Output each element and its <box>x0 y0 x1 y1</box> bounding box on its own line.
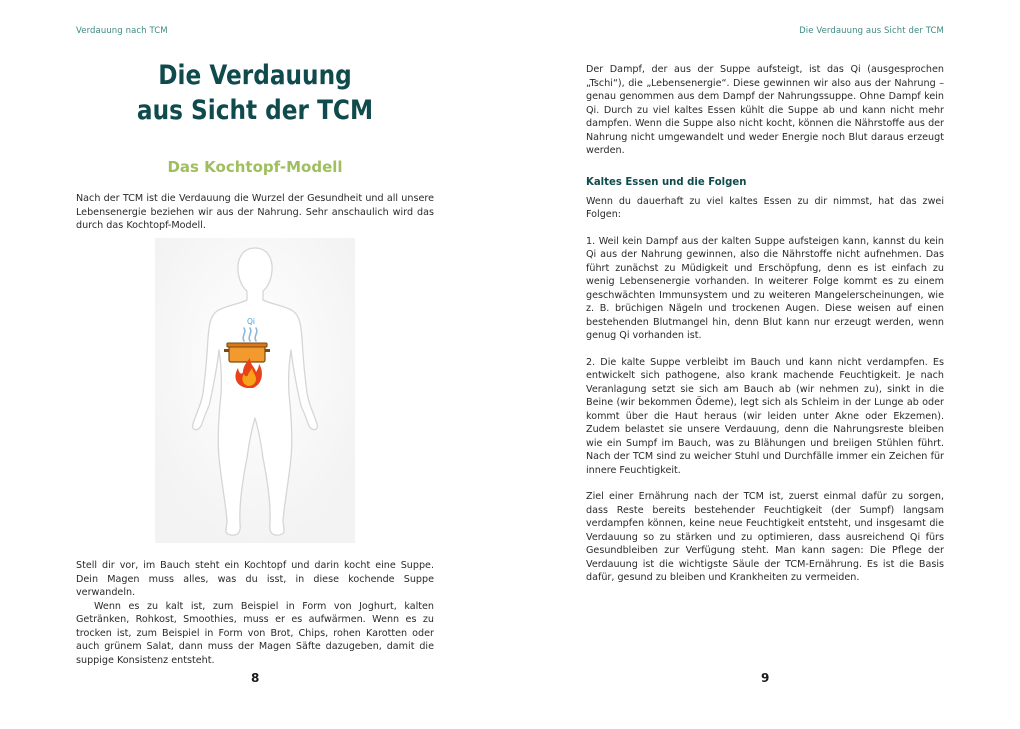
kochtopf-figure <box>155 238 355 543</box>
section-subtitle: Das Kochtopf-Modell <box>167 158 343 176</box>
running-head-left: Verdauung nach TCM <box>76 26 168 36</box>
paragraph-folge-2: 2. Die kalte Suppe verbleibt im Bauch und kann nicht verdampfen. Es entwickelt sich pathogene, also krank machende Feuchtigkeit. Je nach Veranlagung setzt sie sich am Bauch ab (wir nehmen zu), sinkt in die Beine (wir bekommen Ödeme), legt sich als Schleim in der Lunge ab oder kommt über die Haut heraus (wir leiden unter Akne oder Ekzemen). Zudem belastet sie unsere Verdauung, denn die Nahrungsreste bleiben wie ein Sumpf im Bauch, was zu Blähungen und breiigen Stühlen führt. Nach der TCM sind zu weicher Stuhl und Durchfälle immer ein Zeichen für innere Feuchtigkeit. <box>586 356 944 476</box>
human-body-illustration <box>155 238 355 543</box>
paragraph-kalt-trocken: Wenn es zu kalt ist, zum Beispiel in Form von Joghurt, kalten Getränken, Rohkost, Smoothies, muss er es aufwärmen. Wenn es zu trocken ist, zum Beispiel in Form von Brot, Chips, rohen Karotten oder auch grünem Salat, dann muss der Magen Säfte dazugeben, damit die suppige Konsistenz entsteht. <box>76 600 434 666</box>
paragraph-kochtopf: Stell dir vor, im Bauch steht ein Kochtopf und darin kocht eine Suppe. Dein Magen muss alles, was du isst, in diese kochende Suppe verwandeln. <box>76 560 434 598</box>
left-body-text <box>76 559 434 667</box>
page-number-right: 9 <box>761 671 770 685</box>
page-number-left: 8 <box>251 671 260 685</box>
cooking-pot-icon <box>224 343 270 362</box>
section-heading-kaltes-essen: Kaltes Essen und die Folgen <box>586 174 747 188</box>
intro-paragraph: Nach der TCM ist die Verdauung die Wurzel der Gesundheit und all unsere Lebensenergie beziehen wir aus der Nahrung. Sehr anschaulich wird das durch das Kochtopf-Modell. <box>76 193 434 231</box>
paragraph-ziel: Ziel einer Ernährung nach der TCM ist, zuerst einmal dafür zu sorgen, dass Reste bereits bestehender Feuchtigkeit (der Sumpf) langsam verdampfen können, keine neue Feuchtigkeit entsteht, und insgesamt die Verdauung so zu stärken und zu optimieren, dass ausreichend Qi fürs Gesundbleiben zur Verfügung steht. Man kann sagen: Die Pflege der Verdauung ist die wichtigste Säule der TCM-Ernährung. Es ist die Basis dafür, gesund zu bleiben und Krankheiten zu vermeiden. <box>586 491 944 583</box>
paragraph-zwei-folgen: Wenn du dauerhaft zu viel kaltes Essen zu dir nimmst, hat das zwei Folgen: <box>586 195 944 220</box>
title-line-1: Die Verdauung <box>158 60 352 91</box>
qi-label: Qi <box>247 317 255 326</box>
running-head-right: Die Verdauung aus Sicht der TCM <box>799 26 944 36</box>
intro-block <box>76 192 434 233</box>
title-line-2: aus Sicht der TCM <box>136 95 374 126</box>
page-title <box>101 58 409 128</box>
paragraph-folge-1: 1. Weil kein Dampf aus der kalten Suppe aufsteigen kann, kannst du kein Qi aus der Nahrung gewinnen, also die Nährstoffe nicht aufnehmen. Das führt zunächst zu Müdigkeit und Erschöpfung, denn es ist einfach zu wenig Lebensenergie vorhanden. In weiterer Folge kommt es zu einem geschwächten Immunsystem und zu weiteren Mangelerscheinungen, wie z. B. brüchigen Nägeln und trockenen Augen. Diese weisen auf einen bestehenden Blutmangel hin, denn Blut kann nur erzeugt werden, wenn genug Qi vorhanden ist. <box>586 235 944 341</box>
right-body-text <box>586 63 944 585</box>
paragraph-dampf-qi: Der Dampf, der aus der Suppe aufsteigt, ist das Qi (ausgesprochen „Tschi“), die „Lebensenergie“. Diese gewinnen wir also aus der Nahrung – genau genommen aus dem Dampf der Nahrungssuppe. Ohne Dampf kein Qi. Durch zu viel kaltes Essen kühlt die Suppe ab und kann nicht mehr dampfen. Wenn die Suppe also nicht kocht, können die Nährstoffe aus der Nahrung nicht umgewandelt und weder Energie noch Blut daraus erzeugt werden. <box>586 64 944 156</box>
